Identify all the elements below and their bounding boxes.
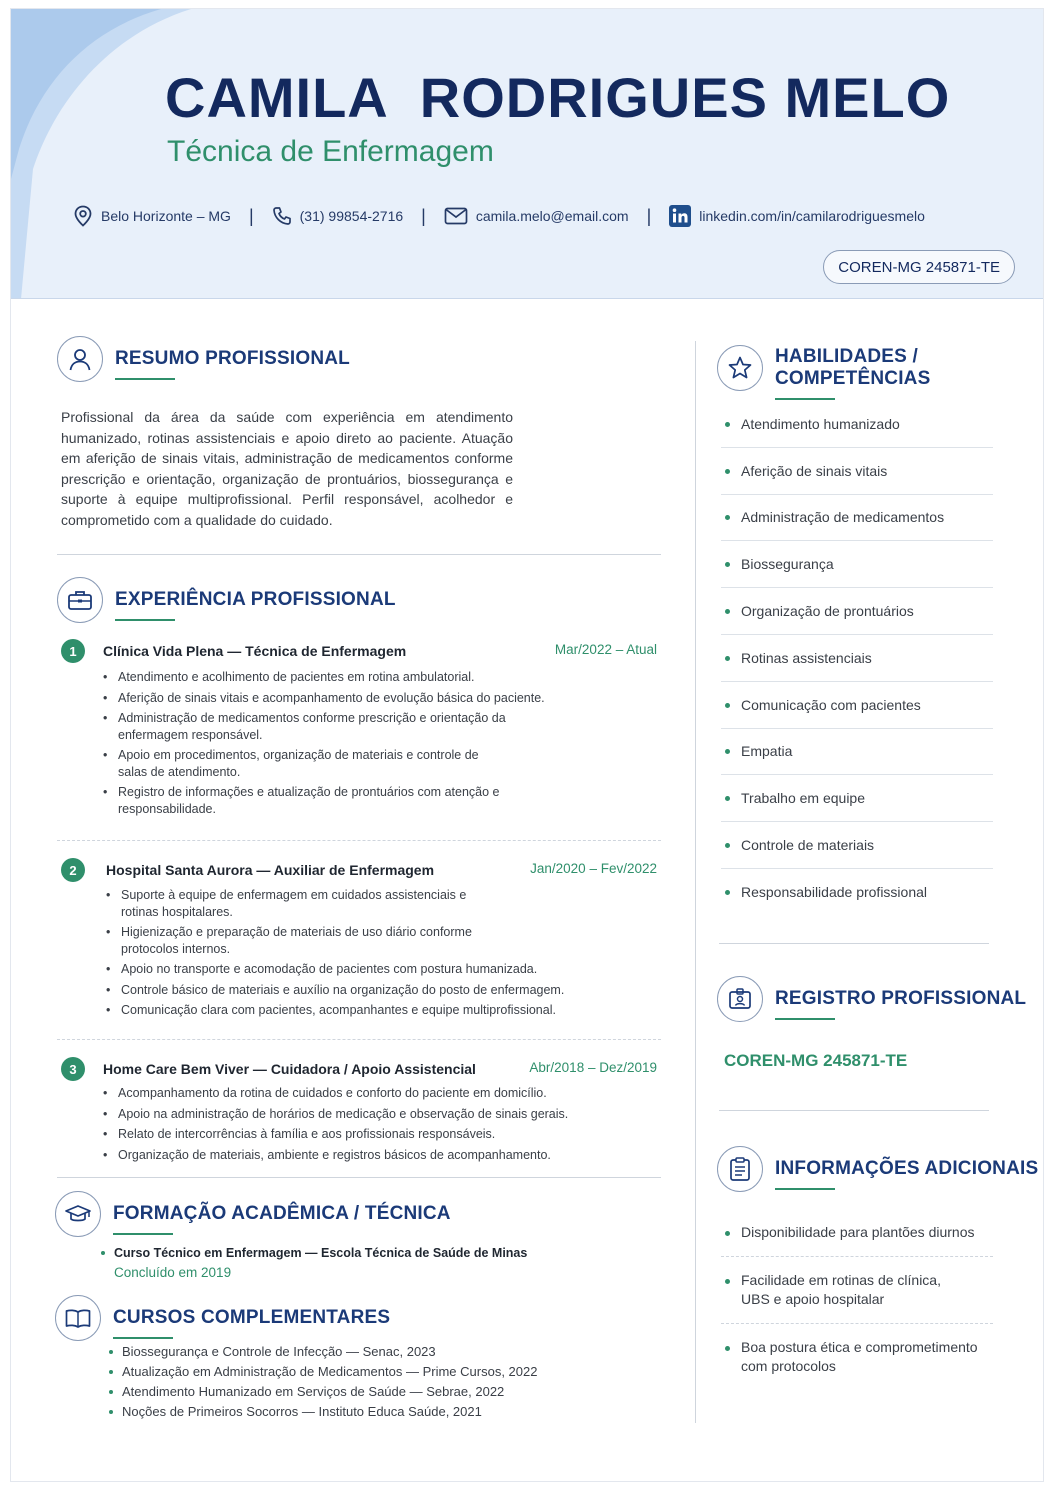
job-bullet: • Acompanhamento da rotina de cuidados e conforto do paciente em domicílio. bbox=[103, 1085, 623, 1102]
book-icon bbox=[55, 1295, 101, 1341]
contact-email bbox=[444, 207, 629, 225]
summary-title: RESUMO PROFISSIONAL bbox=[115, 348, 350, 380]
education-item bbox=[99, 1243, 527, 1283]
job-bullets bbox=[103, 669, 623, 821]
summary-text: Profissional da área da saúde com experiência em atendimento humanizado, rotinas assistenciais e apoio direto ao paciente. Atuação em aferição de sinais vitais, administração de medicamentos conforme prescrição e orientação, organização de prontuários, biossegurança e suporte à equipe multiprofissional. Perfil responsável, acolhedor e comprometido com a qualidade do cuidado. bbox=[61, 409, 513, 528]
registration-badge: COREN-MG 245871-TE bbox=[823, 250, 1015, 284]
job-bullet: • Apoio em procedimentos, organização de materiais e controle de salas de atendimento. bbox=[103, 747, 503, 780]
section-divider bbox=[57, 554, 661, 555]
skill-item: Atendimento humanizado bbox=[721, 401, 993, 448]
skill-item: Organização de prontuários bbox=[721, 588, 993, 635]
skill-item: Trabalho em equipe bbox=[721, 775, 993, 822]
job-title: Hospital Santa Aurora — Auxiliar de Enfermagem bbox=[106, 862, 435, 878]
contact-separator: | bbox=[421, 205, 426, 226]
column-divider bbox=[695, 341, 696, 1423]
briefcase-icon bbox=[57, 577, 103, 623]
job-bullets bbox=[103, 1085, 623, 1167]
courses-heading bbox=[55, 1295, 390, 1341]
skills-heading bbox=[717, 336, 1043, 400]
job-period: Jan/2020 – Fev/2022 bbox=[530, 861, 657, 876]
course-item: Noções de Primeiros Socorros — Instituto Educa Saúde, 2021 bbox=[107, 1402, 537, 1422]
skill-item: Biossegurança bbox=[721, 541, 993, 588]
skill-item: Responsabilidade profissional bbox=[721, 869, 993, 916]
additional-item: Facilidade em rotinas de clínica, UBS e apoio hospitalar bbox=[721, 1257, 993, 1324]
job-bullet: • Aferição de sinais vitais e acompanhamento de evolução básica do paciente. bbox=[103, 690, 623, 707]
experience-heading bbox=[57, 577, 396, 623]
location-pin-icon bbox=[73, 205, 93, 227]
linkedin-link[interactable]: linkedin.com/in/camilarodriguesmelo bbox=[699, 208, 925, 224]
additional-list bbox=[721, 1209, 993, 1390]
section-divider bbox=[57, 1177, 661, 1178]
skills-list bbox=[721, 401, 993, 916]
contact-separator: | bbox=[248, 205, 254, 226]
contact-linkedin bbox=[669, 205, 925, 227]
registration-title: REGISTRO PROFISSIONAL bbox=[775, 988, 1026, 1020]
job-bullet: • Higienização e preparação de materiais de uso diário conforme protocolos internos. bbox=[106, 924, 501, 957]
badge-icon bbox=[717, 976, 763, 1022]
job-bullet: • Suporte à equipe de enfermagem em cuidados assistenciais e rotinas hospitalares. bbox=[106, 887, 486, 920]
section-divider bbox=[719, 1110, 989, 1111]
job-bullet: • Administração de medicamentos conforme prescrição e orientação da enfermagem responsável. bbox=[103, 710, 513, 743]
location-text: Belo Horizonte – MG bbox=[101, 208, 231, 224]
job-bullet: • Registro de informações e atualização de prontuários com atenção e responsabilidade. bbox=[103, 784, 513, 817]
job-number: 3 bbox=[61, 1057, 85, 1081]
skill-item: Aferição de sinais vitais bbox=[721, 448, 993, 495]
clipboard-icon bbox=[717, 1146, 763, 1192]
job-bullet: • Apoio no transporte e acomodação de pacientes com postura humanizada. bbox=[106, 961, 626, 978]
job-bullet: • Atendimento e acolhimento de pacientes em rotina ambulatorial. bbox=[103, 669, 623, 686]
resume-page bbox=[10, 8, 1044, 1482]
candidate-role: Técnica de Enfermagem bbox=[167, 135, 494, 168]
additional-item: Disponibilidade para plantões diurnos bbox=[721, 1209, 993, 1257]
additional-heading bbox=[717, 1146, 1038, 1192]
courses-title: CURSOS COMPLEMENTARES bbox=[113, 1307, 390, 1339]
star-icon bbox=[717, 345, 763, 391]
contact-separator: | bbox=[646, 205, 652, 226]
skills-title: HABILIDADES / COMPETÊNCIAS bbox=[775, 346, 1043, 400]
job-bullet: • Controle básico de materiais e auxílio na organização do posto de enfermagem. bbox=[106, 982, 626, 999]
additional-item: Boa postura ética e comprometimento com protocolos bbox=[721, 1324, 993, 1390]
skill-item: Controle de materiais bbox=[721, 822, 993, 869]
graduation-cap-icon bbox=[55, 1191, 101, 1237]
job-entry bbox=[61, 858, 661, 1028]
education-course: Curso Técnico em Enfermagem — Escola Técnica de Saúde de Minas bbox=[114, 1246, 528, 1260]
phone-icon bbox=[272, 206, 292, 226]
courses-list bbox=[107, 1342, 537, 1422]
user-icon bbox=[57, 336, 103, 382]
job-bullet: • Relato de intercorrências à família e aos profissionais responsáveis. bbox=[103, 1126, 623, 1143]
linkedin-icon bbox=[669, 205, 691, 227]
contact-location bbox=[73, 205, 231, 227]
candidate-name: CAMILA RODRIGUES MELO bbox=[165, 66, 951, 129]
skill-item: Administração de medicamentos bbox=[721, 495, 993, 542]
job-entry bbox=[61, 1057, 661, 1167]
skill-item: Empatia bbox=[721, 729, 993, 776]
additional-title: INFORMAÇÕES ADICIONAIS bbox=[775, 1158, 1038, 1190]
education-status: Concluído em 2019 bbox=[114, 1265, 232, 1280]
education-list bbox=[99, 1243, 527, 1283]
email-link[interactable]: camila.melo@email.com bbox=[475, 208, 629, 224]
course-item: Atualização em Administração de Medicamentos — Prime Cursos, 2022 bbox=[107, 1362, 537, 1382]
section-divider bbox=[719, 943, 989, 944]
envelope-icon bbox=[444, 207, 468, 225]
job-period: Abr/2018 – Dez/2019 bbox=[529, 1060, 657, 1075]
course-item: Biossegurança e Controle de Infecção — Senac, 2023 bbox=[107, 1342, 537, 1362]
resume-header bbox=[11, 9, 1044, 299]
job-bullet: • Comunicação clara com pacientes, acompanhantes e equipe multiprofissional. bbox=[106, 1002, 626, 1019]
job-number: 1 bbox=[61, 639, 85, 663]
job-number: 2 bbox=[61, 858, 85, 882]
skill-item: Comunicação com pacientes bbox=[721, 682, 993, 729]
course-item: Atendimento Humanizado em Serviços de Saúde — Sebrae, 2022 bbox=[107, 1382, 537, 1402]
job-title: Clínica Vida Plena — Técnica de Enfermagem bbox=[103, 643, 407, 659]
job-title: Home Care Bem Viver — Cuidadora / Apoio Assistencial bbox=[103, 1061, 476, 1077]
job-bullets bbox=[106, 887, 626, 1023]
job-period: Mar/2022 – Atual bbox=[554, 642, 657, 657]
job-divider bbox=[57, 1039, 661, 1040]
summary-heading bbox=[57, 336, 350, 382]
job-bullet: • Organização de materiais, ambiente e registros básicos de acompanhamento. bbox=[103, 1147, 623, 1164]
job-divider bbox=[57, 840, 661, 841]
registration-heading bbox=[717, 976, 1026, 1022]
experience-title: EXPERIÊNCIA PROFISSIONAL bbox=[115, 589, 396, 621]
education-heading bbox=[55, 1191, 451, 1237]
job-entry bbox=[61, 639, 661, 829]
education-title: FORMAÇÃO ACADÊMICA / TÉCNICA bbox=[113, 1203, 451, 1235]
job-bullet: • Apoio na administração de horários de medicação e observação de sinais gerais. bbox=[103, 1106, 623, 1123]
registration-number: COREN-MG 245871-TE bbox=[724, 1051, 908, 1070]
contact-row bbox=[73, 205, 925, 227]
contact-phone bbox=[272, 206, 404, 226]
skill-item: Rotinas assistenciais bbox=[721, 635, 993, 682]
phone-text[interactable]: (31) 99854-2716 bbox=[299, 208, 404, 224]
